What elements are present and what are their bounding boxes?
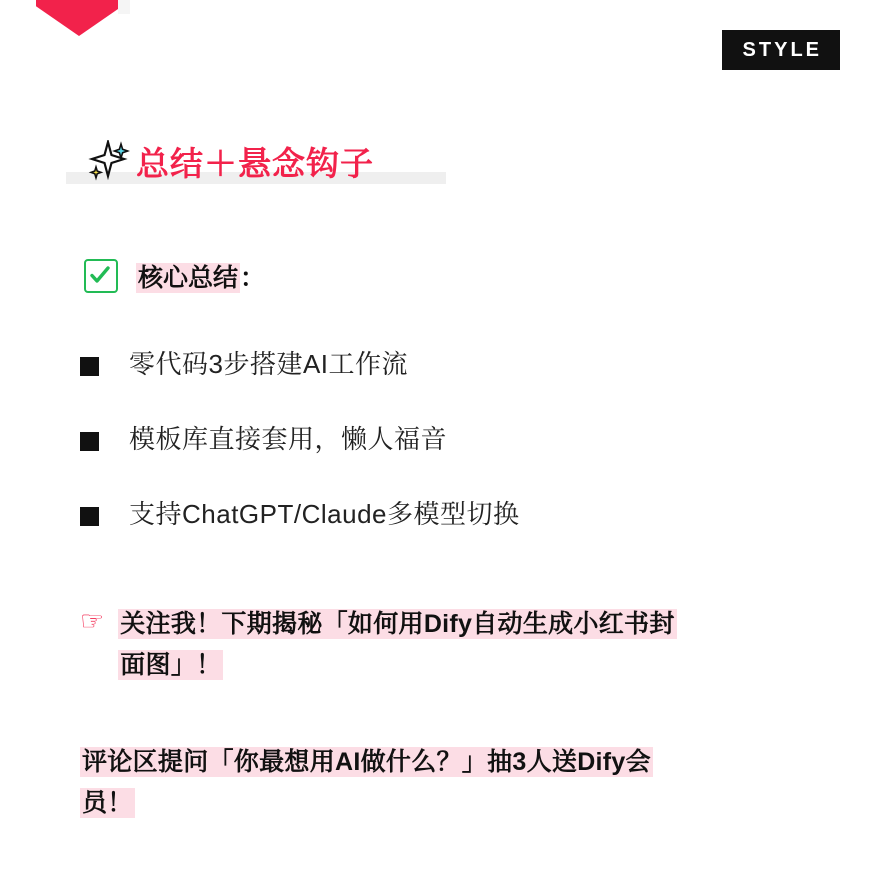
sparkle-icon <box>88 140 130 182</box>
style-badge: STYLE <box>722 30 840 70</box>
list-item <box>80 348 820 382</box>
check-icon <box>84 259 118 293</box>
list-item-label: 零代码3步搭建AI工作流 <box>129 349 409 379</box>
list-item-label: 支持ChatGPT/Claude多模型切换 <box>129 498 520 529</box>
summary-bullet-list <box>80 348 820 572</box>
follow-cta-line1: 关注我！下期揭秘「如何用Dify自动生成小红书封 <box>120 610 675 638</box>
follow-cta-text <box>118 604 676 685</box>
follow-cta-line2: 面图」！ <box>120 650 222 679</box>
section-heading <box>66 138 814 194</box>
list-item-label: 模板库直接套用，懒人福音 <box>129 423 448 454</box>
follow-cta <box>80 604 820 685</box>
core-summary-label-suffix: ： <box>240 264 266 292</box>
comment-prompt-line2: 员！ <box>82 788 133 817</box>
bullet-square-icon <box>80 432 99 451</box>
bullet-square-icon <box>80 507 99 526</box>
corner-ribbon-shadow <box>118 0 130 14</box>
corner-ribbon-decoration <box>36 0 122 36</box>
core-summary-label-highlight: 核心总结 <box>138 264 239 292</box>
comment-prompt-line1: 评论区提问「你最想用AI做什么？」抽3人送Dify会 <box>82 748 651 776</box>
list-item <box>80 498 820 532</box>
pointing-hand-icon: ☞ <box>80 606 105 636</box>
list-item <box>80 423 820 457</box>
comment-prompt <box>80 742 822 823</box>
bullet-square-icon <box>80 357 99 376</box>
section-title: 总结＋悬念钩子 <box>136 145 374 182</box>
core-summary-heading <box>84 258 265 294</box>
core-summary-label <box>136 258 265 294</box>
